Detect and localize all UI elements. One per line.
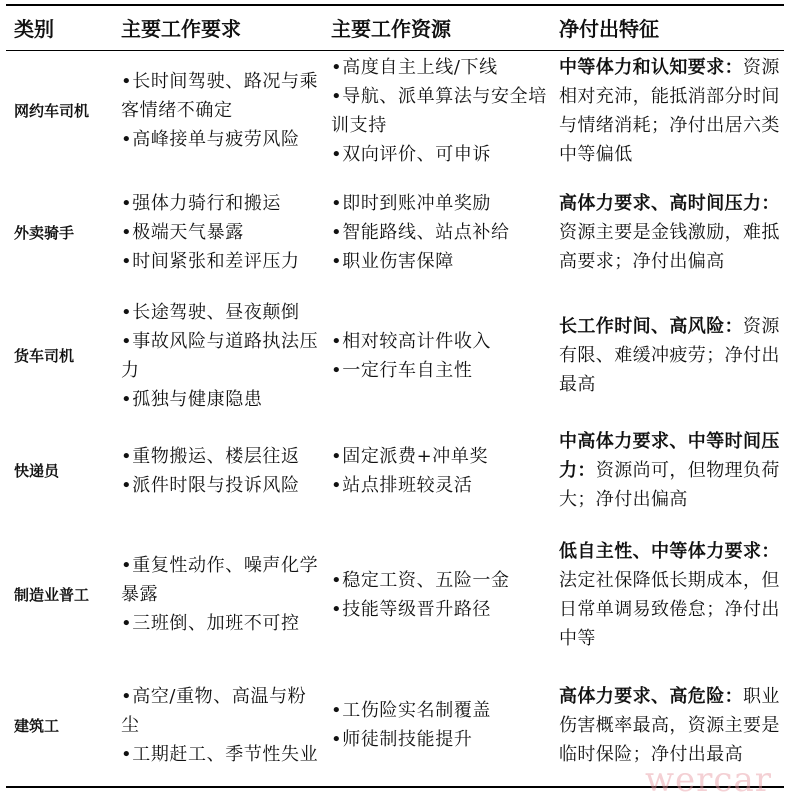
row-demands [113,295,323,417]
net-effort-detail: 资源主要是金钱激励，难抵高要求；净付出偏高 [559,222,780,272]
table-row [6,417,784,525]
row-resources [323,665,551,787]
row-category: 制造业普工 [14,586,90,604]
table-row [6,171,784,295]
comparison-table [6,4,784,788]
table-row [6,295,784,417]
demand-item: •工期赶工、季节性失业 [121,743,319,765]
resource-item: •站点排班较灵活 [331,474,473,496]
net-effort-detail: 法定社保降低长期成本，但日常单调易致倦怠；净付出中等 [559,569,780,649]
resource-item: •即时到账冲单奖励 [331,193,492,214]
resource-item: •工伤险实名制覆盖 [331,700,492,721]
table-body [6,51,784,787]
net-effort-detail: 资源相对充沛，能抵消部分时间与情绪消耗；净付出居六类中等偏低 [559,56,780,165]
demand-item: •高空/重物、高温与粉尘 [121,685,307,736]
row-demands [113,525,323,665]
net-effort-summary: 高体力要求、高危险： [559,685,743,707]
demand-item: •重复性动作、噪声化学暴露 [121,555,319,605]
row-net-effort [551,417,784,525]
header-resources: 主要工作资源 [323,5,551,51]
demand-item: •重物搬运、楼层往返 [121,445,300,467]
resource-item: •相对较高计件收入 [331,330,492,352]
row-category: 外卖骑手 [14,224,75,242]
header-row [6,5,784,51]
row-category: 网约车司机 [14,102,90,121]
header-net-effort: 净付出特征 [551,5,784,51]
resource-item: •导航、派单算法与安全培训支持 [331,85,547,136]
row-net-effort [551,525,784,665]
row-net-effort [551,51,784,171]
resource-item: •师徒制技能提升 [331,729,473,750]
comparison-table-container [6,4,784,788]
demand-item: •事故风险与道路执法压力 [121,330,319,381]
row-net-effort [551,295,784,417]
resource-item: •双向评价、可申诉 [331,143,492,165]
row-resources [323,51,551,171]
table-header [6,5,784,51]
demand-item: •派件时限与投诉风险 [121,474,300,496]
net-effort-summary: 低自主性、中等体力要求： [559,540,780,562]
net-effort-detail: 资源有限、难缓冲疲劳；净付出最高 [559,316,780,395]
resource-item: •智能路线、站点补给 [331,222,510,243]
resource-item: •职业伤害保障 [331,251,454,272]
demand-item: •孤独与健康隐患 [121,388,263,410]
row-category: 建筑工 [6,665,113,787]
row-net-effort [551,171,784,295]
header-demands: 主要工作要求 [113,5,323,51]
row-resources [323,171,551,295]
table-row [6,51,784,171]
demand-item: •高峰接单与疲劳风险 [121,129,300,151]
resource-item: •固定派费+冲单奖 [331,445,489,467]
row-resources [323,417,551,525]
net-effort-summary: 高体力要求、高时间压力： [559,193,780,214]
demand-item: •时间紧张和差评压力 [121,251,300,272]
net-effort-summary: 中高体力要求、中等时间压力： [559,431,780,481]
resource-item: •技能等级晋升路径 [331,598,492,620]
header-category: 类别 [6,5,113,51]
row-demands [113,665,323,787]
demand-item: •强体力骑行和搬运 [121,193,282,214]
row-category: 货车司机 [14,347,75,365]
net-effort-detail: 职业伤害概率最高，资源主要是临时保险；净付出最高 [559,685,780,765]
resource-item: •稳定工资、五险一金 [331,569,510,591]
table-row [6,525,784,665]
net-effort-summary: 长工作时间、高风险： [559,316,743,337]
net-effort-summary: 中等体力和认知要求： [559,56,743,78]
row-demands [113,417,323,525]
row-demands [113,171,323,295]
row-resources [323,525,551,665]
row-category: 快递员 [14,462,60,480]
demand-item: •长途驾驶、昼夜颠倒 [121,301,300,323]
watermark-logo: wercar [644,760,772,800]
row-demands [113,51,323,171]
resource-item: •高度自主上线/下线 [331,56,498,78]
demand-item: •极端天气暴露 [121,222,244,243]
resource-item: •一定行车自主性 [331,359,473,381]
demand-item: •长时间驾驶、路况与乘客情绪不确定 [121,71,319,122]
net-effort-detail: 资源尚可，但物理负荷大；净付出偏高 [559,460,780,510]
row-resources [323,295,551,417]
demand-item: •三班倒、加班不可控 [121,613,300,634]
